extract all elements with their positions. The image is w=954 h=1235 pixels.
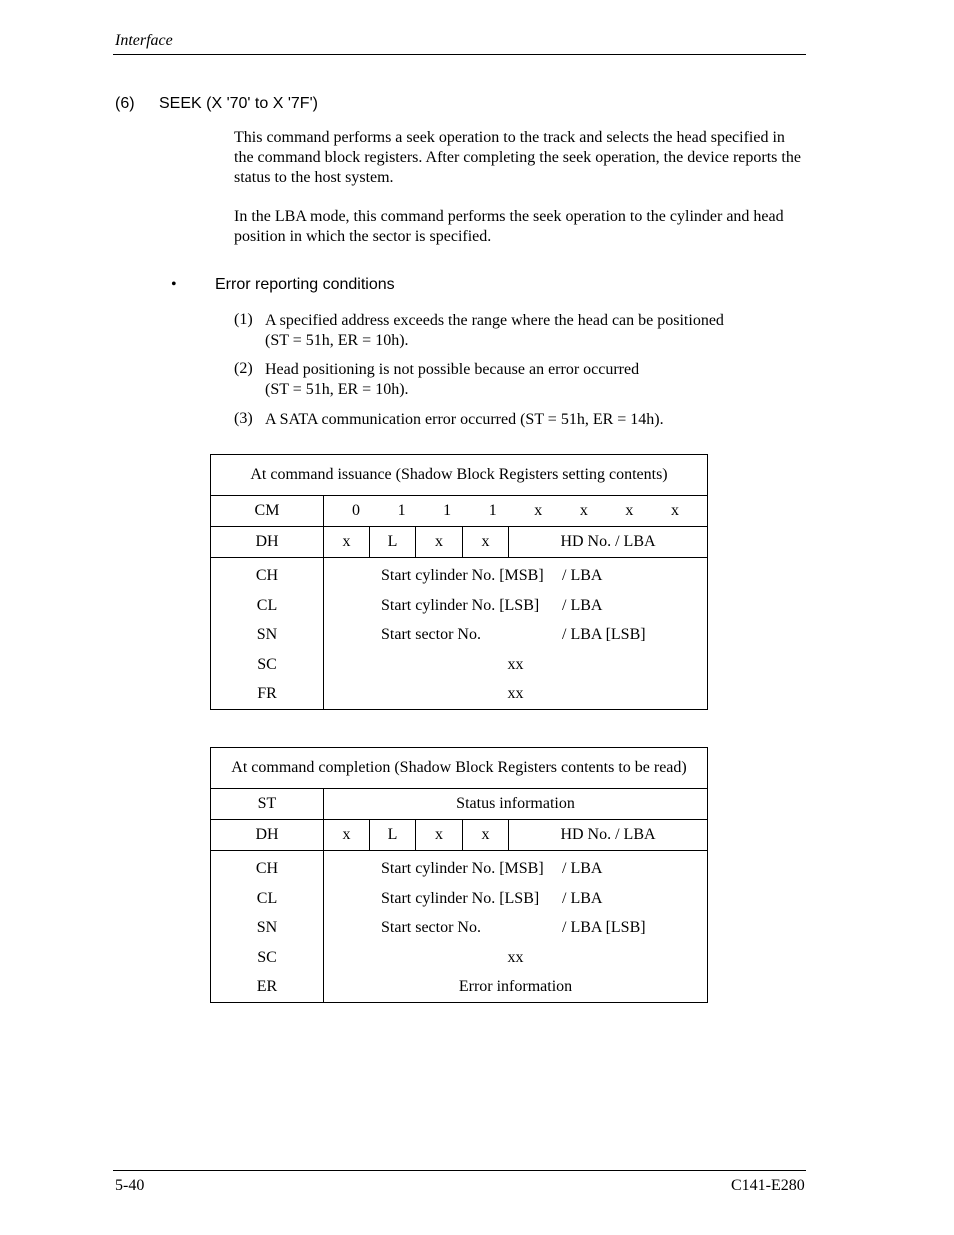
sc-value: xx <box>507 655 524 673</box>
register-label: CL <box>256 596 278 614</box>
cl-value <box>324 884 707 914</box>
register-label: SN <box>256 626 278 643</box>
register-label-dh: DH <box>211 820 324 851</box>
dh-hd-lba: HD No. / LBA <box>509 527 708 558</box>
er-value: Error information <box>458 978 573 995</box>
dh-bit: x <box>324 527 370 558</box>
ch-value <box>324 854 707 884</box>
bullet-icon: • <box>171 276 177 293</box>
register-label: CL <box>256 889 278 907</box>
condition-line: (ST = 51h, ER = 10h). <box>265 381 409 398</box>
register-values <box>324 851 708 1003</box>
register-labels <box>211 558 324 710</box>
value-text: / LBA <box>562 567 603 584</box>
value-text: / LBA <box>562 596 603 614</box>
condition-number: (2) <box>234 360 253 377</box>
sn-value <box>324 913 707 943</box>
cl-value <box>324 591 707 621</box>
table-caption: At command issuance (Shadow Block Registers setting contents) <box>211 455 708 496</box>
dh-bit: x <box>463 527 509 558</box>
register-label: SC <box>257 948 277 966</box>
fr-value: xx <box>507 685 524 702</box>
condition-number: (1) <box>234 311 253 328</box>
sn-value <box>324 620 707 650</box>
sc-value: xx <box>507 948 524 966</box>
condition-text <box>265 360 805 400</box>
lba-mode-paragraph: In the LBA mode, this command performs the seek operation to the cylinder and head position in which the sector is specified. <box>234 208 784 245</box>
value-text: Start cylinder No. [MSB] <box>381 567 544 584</box>
register-label-st: ST <box>211 789 324 820</box>
register-label: FR <box>257 685 277 702</box>
register-label: SN <box>256 919 278 936</box>
bit: x <box>579 502 588 519</box>
completion-register-table <box>210 747 708 1003</box>
bit: x <box>670 502 679 519</box>
running-header: Interface <box>115 32 173 49</box>
register-values <box>324 558 708 710</box>
dh-bit: L <box>370 527 416 558</box>
st-value: Status information <box>324 789 708 820</box>
cm-bits <box>324 496 708 527</box>
bit: 1 <box>397 502 406 519</box>
page-number: 5-40 <box>115 1177 145 1194</box>
register-label-cm: CM <box>211 496 324 527</box>
condition-number: (3) <box>234 410 253 427</box>
section-title: SEEK (X '70' to X '7F') <box>159 95 318 112</box>
bit: 1 <box>488 502 497 519</box>
table-caption: At command completion (Shadow Block Registers contents to be read) <box>211 748 708 789</box>
register-label: CH <box>255 567 279 584</box>
condition-line: A specified address exceeds the range where the head can be positioned <box>265 312 724 329</box>
register-label-dh: DH <box>211 527 324 558</box>
header-rule <box>113 54 806 55</box>
ch-value <box>324 561 707 591</box>
condition-line: Head positioning is not possible because an error occurred <box>265 361 640 378</box>
value-text: Start sector No. <box>381 919 481 936</box>
footer-rule <box>113 1170 806 1171</box>
bit: x <box>625 502 634 519</box>
section-number: (6) <box>115 95 135 112</box>
dh-hd-lba: HD No. / LBA <box>509 820 708 851</box>
dh-bit: x <box>416 527 463 558</box>
value-text: / LBA [LSB] <box>562 626 646 643</box>
condition-text: A SATA communication error occurred (ST = 51h, ER = 14h). <box>265 411 664 428</box>
condition-line: (ST = 51h, ER = 10h). <box>265 332 409 349</box>
value-text: Start cylinder No. [LSB] <box>381 596 540 614</box>
value-text: Start cylinder No. [LSB] <box>381 889 540 907</box>
document-id: C141-E280 <box>731 1177 805 1194</box>
value-text: / LBA [LSB] <box>562 919 646 936</box>
register-label: ER <box>256 978 278 995</box>
issuance-register-table <box>210 454 708 710</box>
register-labels <box>211 851 324 1003</box>
condition-text <box>265 311 805 351</box>
value-text: / LBA <box>562 889 603 907</box>
error-conditions-heading: Error reporting conditions <box>215 276 395 293</box>
value-text: / LBA <box>562 860 603 877</box>
description-paragraph: This command performs a seek operation to the track and selects the head specified in the command block registers. After completing the seek operation, the device reports the status to the host system. <box>234 129 801 186</box>
dh-bit: L <box>370 820 416 851</box>
register-label: SC <box>257 655 277 673</box>
register-label: CH <box>255 860 279 877</box>
dh-bit: x <box>324 820 370 851</box>
bit: x <box>534 502 543 519</box>
bit: 1 <box>443 502 452 519</box>
dh-bit: x <box>463 820 509 851</box>
value-text: Start sector No. <box>381 626 481 643</box>
dh-bit: x <box>416 820 463 851</box>
value-text: Start cylinder No. [MSB] <box>381 860 544 877</box>
bit: 0 <box>352 502 360 519</box>
